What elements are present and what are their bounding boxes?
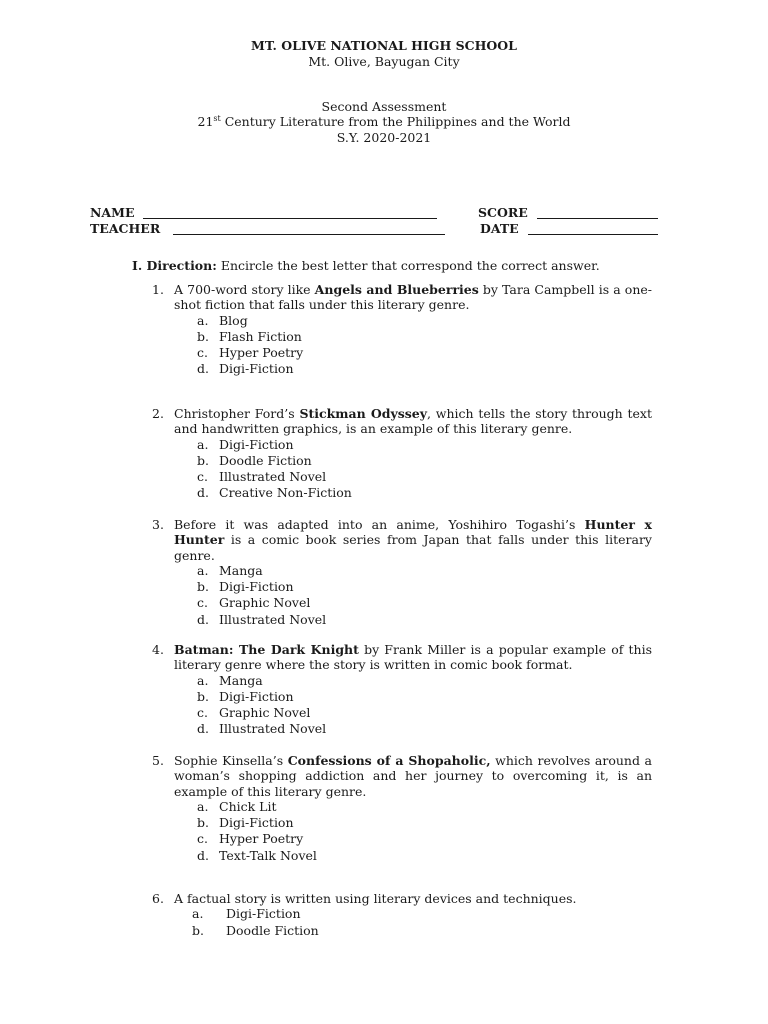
option-letter: a. bbox=[197, 798, 209, 814]
option-letter: d. bbox=[197, 361, 209, 377]
option-text: Digi-Fiction bbox=[219, 436, 294, 452]
option-text: Manga bbox=[219, 672, 263, 688]
option-a[interactable] bbox=[152, 673, 652, 689]
assessment-title: Second Assessment bbox=[321, 99, 447, 114]
school-year: S.Y. 2020-2021 bbox=[336, 130, 432, 145]
question-number: 2. bbox=[152, 406, 164, 421]
option-d[interactable] bbox=[152, 721, 652, 737]
option-text: Digi-Fiction bbox=[219, 579, 294, 595]
teacher-label: TEACHER bbox=[90, 221, 161, 236]
subject-number: 21 bbox=[197, 114, 214, 129]
question-text-post: is a comic book series from Japan that falls under this literary genre. bbox=[174, 532, 652, 563]
question-6 bbox=[152, 891, 652, 939]
options-list bbox=[152, 313, 652, 378]
option-c[interactable] bbox=[152, 595, 652, 611]
subject-title bbox=[0, 114, 768, 129]
option-text: Creative Non-Fiction bbox=[219, 485, 352, 501]
options-list bbox=[152, 563, 652, 628]
question-text-post: by Tara Campbell is a one-shot fiction that falls under this literary genre. bbox=[174, 282, 652, 313]
subject-name: Century Literature from the Philippines and the World bbox=[220, 114, 571, 129]
question-text-post: by Frank Miller is a popular example of this literary genre where the story is written in comic book format. bbox=[174, 642, 652, 673]
name-label: NAME bbox=[90, 205, 135, 220]
direction-text: Encircle the best letter that correspond the correct answer. bbox=[216, 258, 600, 273]
question-text-post: which revolves around a woman’s shopping addiction and her journey to overcoming it, is an example of this literary genre. bbox=[174, 753, 652, 799]
option-b[interactable] bbox=[152, 815, 652, 831]
option-letter: d. bbox=[197, 611, 209, 627]
option-letter: a. bbox=[197, 312, 209, 328]
options-list bbox=[152, 437, 652, 502]
option-text: Digi-Fiction bbox=[219, 361, 294, 377]
option-text: Graphic Novel bbox=[219, 595, 311, 611]
date-label: DATE bbox=[480, 221, 519, 236]
question-text-bold: Batman: The Dark Knight bbox=[174, 642, 359, 657]
option-b[interactable] bbox=[152, 923, 652, 939]
direction bbox=[132, 258, 600, 273]
option-c[interactable] bbox=[152, 831, 652, 847]
option-text: Illustrated Novel bbox=[219, 721, 327, 737]
option-a[interactable] bbox=[152, 799, 652, 815]
option-text: Blog bbox=[219, 312, 248, 328]
option-text: Doodle Fiction bbox=[226, 922, 319, 938]
option-a[interactable] bbox=[152, 437, 652, 453]
option-letter: b. bbox=[197, 328, 209, 344]
option-letter: a. bbox=[197, 672, 209, 688]
question-text bbox=[174, 517, 652, 563]
school-name: MT. OLIVE NATIONAL HIGH SCHOOL bbox=[251, 38, 517, 53]
question-text-bold: Hunter x Hunter bbox=[174, 517, 652, 548]
option-letter: a. bbox=[197, 436, 209, 452]
option-b[interactable] bbox=[152, 689, 652, 705]
question-2 bbox=[152, 406, 652, 501]
option-letter: b. bbox=[197, 579, 209, 595]
option-text: Text-Talk Novel bbox=[219, 847, 317, 863]
question-3 bbox=[152, 517, 652, 628]
option-a[interactable] bbox=[152, 906, 652, 922]
question-text-pre: Christopher Ford’s bbox=[174, 406, 300, 421]
option-letter: b. bbox=[197, 452, 209, 468]
option-b[interactable] bbox=[152, 453, 652, 469]
question-number: 4. bbox=[152, 642, 164, 657]
option-b[interactable] bbox=[152, 579, 652, 595]
question-number: 3. bbox=[152, 517, 164, 532]
question-text-bold: Stickman Odyssey bbox=[299, 406, 428, 421]
question-text-bold: Confessions of a Shopaholic, bbox=[287, 753, 491, 768]
option-text: Hyper Poetry bbox=[219, 831, 304, 847]
option-text: Digi-Fiction bbox=[219, 815, 294, 831]
option-text: Illustrated Novel bbox=[219, 611, 327, 627]
question-text bbox=[174, 282, 652, 313]
option-letter: c. bbox=[197, 345, 208, 360]
option-text: Chick Lit bbox=[219, 798, 277, 814]
date-line[interactable] bbox=[528, 234, 658, 235]
question-text-pre: Before it was adapted into an anime, Yoshihiro Togashi’s bbox=[174, 517, 585, 532]
question-text bbox=[174, 891, 652, 906]
name-line[interactable] bbox=[143, 218, 437, 219]
option-letter: c. bbox=[197, 595, 208, 611]
option-letter: b. bbox=[197, 815, 209, 831]
option-c[interactable] bbox=[152, 705, 652, 721]
option-text: Manga bbox=[219, 562, 263, 578]
option-text: Doodle Fiction bbox=[219, 452, 312, 468]
options-list bbox=[152, 799, 652, 864]
question-text-pre: A 700-word story like bbox=[174, 282, 315, 297]
options-list bbox=[152, 673, 652, 738]
question-text bbox=[174, 406, 652, 437]
option-d[interactable] bbox=[152, 361, 652, 377]
teacher-line[interactable] bbox=[173, 234, 445, 235]
option-text: Graphic Novel bbox=[219, 705, 311, 720]
question-4 bbox=[152, 642, 652, 737]
option-letter: c. bbox=[197, 831, 208, 847]
option-letter: d. bbox=[197, 721, 209, 737]
option-text: Hyper Poetry bbox=[219, 345, 304, 360]
question-number: 5. bbox=[152, 753, 164, 768]
option-d[interactable] bbox=[152, 485, 652, 501]
question-number: 1. bbox=[152, 282, 164, 297]
options-list bbox=[152, 906, 652, 938]
question-text-post: , which tells the story through text and handwritten graphics, is an example of this literary genre. bbox=[174, 406, 652, 437]
question-5 bbox=[152, 753, 652, 864]
school-address: Mt. Olive, Bayugan City bbox=[308, 54, 460, 69]
question-text bbox=[174, 753, 652, 799]
option-a[interactable] bbox=[152, 563, 652, 579]
option-letter: a. bbox=[197, 562, 209, 578]
option-letter: c. bbox=[197, 705, 208, 720]
question-1 bbox=[152, 282, 652, 377]
option-d[interactable] bbox=[152, 612, 652, 628]
question-text-pre: A factual story is written using literary devices and techniques. bbox=[174, 891, 577, 906]
option-letter: b. bbox=[192, 922, 204, 938]
option-text: Flash Fiction bbox=[219, 328, 302, 344]
question-number: 6. bbox=[152, 891, 164, 906]
option-b[interactable] bbox=[152, 329, 652, 345]
option-letter: b. bbox=[197, 688, 209, 704]
direction-label: I. Direction: bbox=[132, 258, 217, 273]
option-text: Digi-Fiction bbox=[226, 906, 301, 922]
option-letter: a. bbox=[192, 906, 204, 922]
option-d[interactable] bbox=[152, 848, 652, 864]
option-a[interactable] bbox=[152, 313, 652, 329]
option-letter: c. bbox=[197, 469, 208, 484]
question-text bbox=[174, 642, 652, 673]
question-text-bold: Angels and Blueberries bbox=[314, 282, 479, 297]
subject-superscript: st bbox=[213, 113, 221, 123]
option-c[interactable] bbox=[152, 469, 652, 485]
option-text: Digi-Fiction bbox=[219, 688, 294, 704]
option-c[interactable] bbox=[152, 345, 652, 361]
score-label: SCORE bbox=[478, 205, 528, 220]
score-line[interactable] bbox=[537, 218, 658, 219]
option-letter: d. bbox=[197, 485, 209, 501]
option-text: Illustrated Novel bbox=[219, 469, 327, 484]
question-text-pre: Sophie Kinsella’s bbox=[174, 753, 288, 768]
option-letter: d. bbox=[197, 847, 209, 863]
